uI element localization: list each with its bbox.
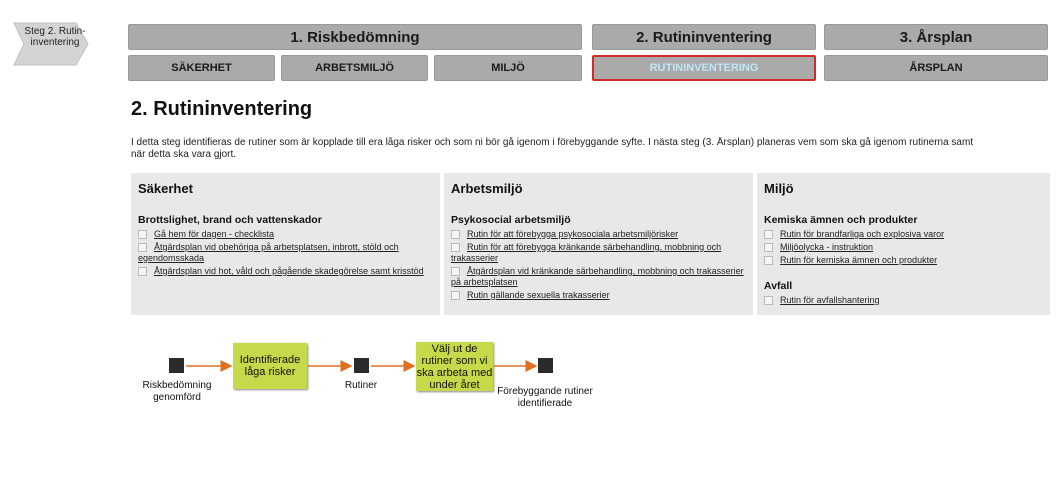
routine-link[interactable]: Åtgärdsplan vid kränkande särbehandling, mobbning och trakasserier på arbetsplatsen bbox=[451, 266, 744, 287]
subtab-arsplan[interactable]: ÅRSPLAN bbox=[824, 55, 1048, 81]
column-heading: Arbetsmiljö bbox=[451, 181, 523, 196]
group-title: Brottslighet, brand och vattenskador bbox=[138, 214, 322, 226]
flow-node-start bbox=[169, 358, 184, 373]
column-heading: Miljö bbox=[764, 181, 794, 196]
routine-link[interactable]: Rutin för brandfarliga och explosiva varor bbox=[780, 229, 945, 239]
intro-line-2: när detta ska vara gjort. bbox=[131, 149, 237, 160]
routine-link[interactable]: Gå hem för dagen - checklista bbox=[154, 229, 275, 239]
group-title: Kemiska ämnen och produkter bbox=[764, 214, 918, 226]
subtab-sakerhet[interactable]: SÄKERHET bbox=[128, 55, 275, 81]
routine-link[interactable]: Rutin för att förebygga kränkande särbehandling, mobbning och trakasserier bbox=[451, 242, 722, 263]
group-title: Avfall bbox=[764, 280, 793, 292]
tab-rutininventering[interactable]: 2. Rutininventering bbox=[592, 24, 816, 50]
flow-node-routines bbox=[354, 358, 369, 373]
routine-link[interactable]: Rutin för avfallshantering bbox=[780, 295, 880, 305]
flow-label-routines: Rutiner bbox=[344, 380, 378, 391]
subtab-rutininventering[interactable]: RUTININVENTERING bbox=[592, 55, 816, 81]
subtab-miljo[interactable]: MILJÖ bbox=[434, 55, 582, 81]
routine-link[interactable]: Åtgärdsplan vid hot, våld och pågående skadegörelse samt krisstöd bbox=[154, 266, 424, 276]
subtab-arbetsmiljo[interactable]: ARBETSMILJÖ bbox=[281, 55, 428, 81]
tab-arsplan[interactable]: 3. Årsplan bbox=[824, 24, 1048, 50]
column-heading: Säkerhet bbox=[138, 181, 193, 196]
page-title: 2. Rutininventering bbox=[131, 98, 313, 120]
flow-label-end: Förebyggande rutiner identifierade bbox=[497, 386, 593, 409]
routine-link[interactable]: Åtgärdsplan vid obehöriga på arbetsplatsen, inbrott, stöld och egendomsskada bbox=[138, 242, 399, 263]
group-title: Psykosocial arbetsmiljö bbox=[451, 214, 571, 226]
step-badge-text: Steg 2. Rutin- inventering bbox=[24, 26, 86, 48]
flow-box-select-routines: Välj ut de rutiner som vi ska arbeta med under året bbox=[416, 342, 493, 391]
routine-link[interactable]: Rutin för kemiska ämnen och produkter bbox=[780, 255, 938, 265]
flow-box-low-risks: Identifierade låga risker bbox=[233, 343, 307, 389]
routine-link[interactable]: Rutin för att förebygga psykosociala arbetsmiljörisker bbox=[467, 229, 679, 239]
routine-link[interactable]: Rutin gällande sexuella trakasserier bbox=[467, 290, 610, 300]
intro-line-1: I detta steg identifieras de rutiner som är kopplade till era låga risker och som ni bör gå igenom i förebyggande syfte. I nästa steg (3. Årsplan) planeras vem som ska gå igenom rutinerna samt bbox=[131, 137, 974, 148]
tab-riskbedomning[interactable]: 1. Riskbedömning bbox=[128, 24, 582, 50]
routine-link[interactable]: Miljöolycka - instruktion bbox=[780, 242, 874, 252]
flow-label-start: Riskbedömning genomförd bbox=[142, 380, 212, 403]
flow-node-end bbox=[538, 358, 553, 373]
